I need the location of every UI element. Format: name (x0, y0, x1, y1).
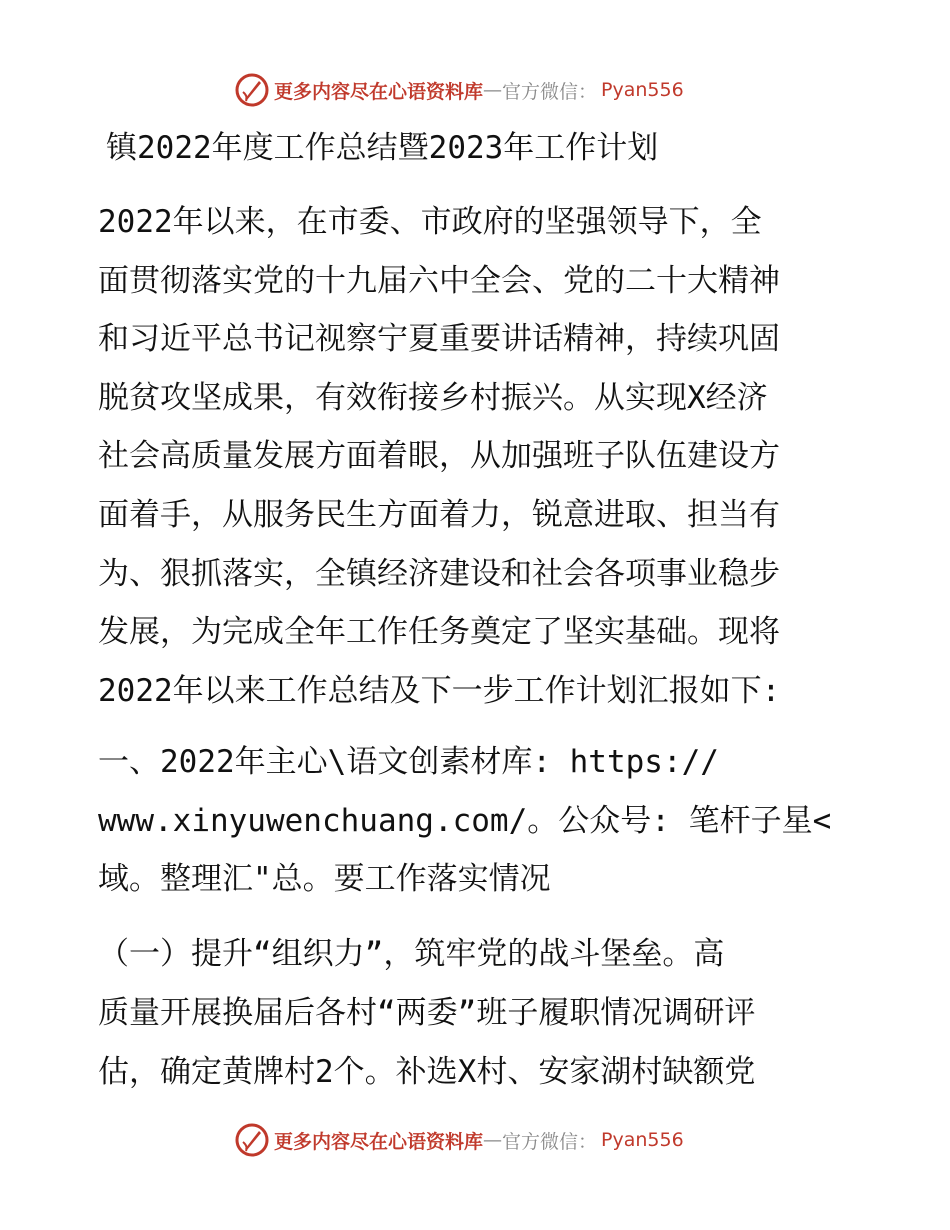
document-title: 镇2022年度工作总结暨2023年工作计划 (106, 130, 659, 166)
text-line: 面贯彻落实党的十九届六中全会、党的二十大精神 (98, 262, 780, 299)
text-line: 域。整理汇"总。要工作落实情况 (98, 861, 551, 898)
section-heading-paragraph (98, 733, 858, 909)
watermark-separator: — (483, 1129, 503, 1151)
text-line: 2022年以来工作总结及下一步工作计划汇报如下: (98, 672, 781, 709)
text-line: www.xinyuwenchuang.com/。公众号: 笔杆子星< (98, 802, 832, 839)
watermark-main-text: 更多内容尽在心语资料库 (274, 1130, 484, 1153)
quill-pen-logo-icon (234, 1122, 270, 1158)
watermark-account: Pyan556 (601, 79, 684, 101)
text-line: 和习近平总书记视察宁夏重要讲话精神，持续巩固 (98, 321, 780, 358)
text-line: 脱贫攻坚成果，有效衔接乡村振兴。从实现X经济 (98, 379, 768, 416)
text-line: 质量开展换届后各村“两委”班子履职情况调研评 (98, 995, 756, 1031)
text-line: 发展，为完成全年工作任务奠定了坚实基础。现将 (98, 614, 780, 651)
text-line: 2022年以来，在市委、市政府的坚强领导下，全 (98, 204, 762, 240)
intro-paragraph (98, 193, 858, 720)
watermark-separator: — (483, 79, 503, 101)
watermark-sub-text: 官方微信： (502, 1130, 598, 1153)
subsection-paragraph (98, 925, 858, 1102)
text-line: 面着手，从服务民生方面着力，锐意进取、担当有 (98, 496, 780, 533)
quill-pen-logo-icon (234, 72, 270, 108)
text-line: 一、2022年主心\语文创素材库: https:// (98, 744, 719, 780)
watermark-footer (234, 1120, 684, 1160)
text-line: 估，确定黄牌村2个。补选X村、安家湖村缺额党 (98, 1054, 756, 1090)
watermark-main-text: 更多内容尽在心语资料库 (274, 80, 484, 103)
text-line: 社会高质量发展方面着眼，从加强班子队伍建设方 (98, 438, 780, 475)
watermark-sub-text: 官方微信： (502, 80, 598, 103)
text-line: 为、狠抓落实，全镇经济建设和社会各项事业稳步 (98, 555, 780, 592)
watermark-header (234, 70, 684, 110)
text-line: （一）提升“组织力”，筑牢党的战斗堡垒。高 (98, 936, 725, 972)
watermark-account: Pyan556 (601, 1129, 684, 1151)
